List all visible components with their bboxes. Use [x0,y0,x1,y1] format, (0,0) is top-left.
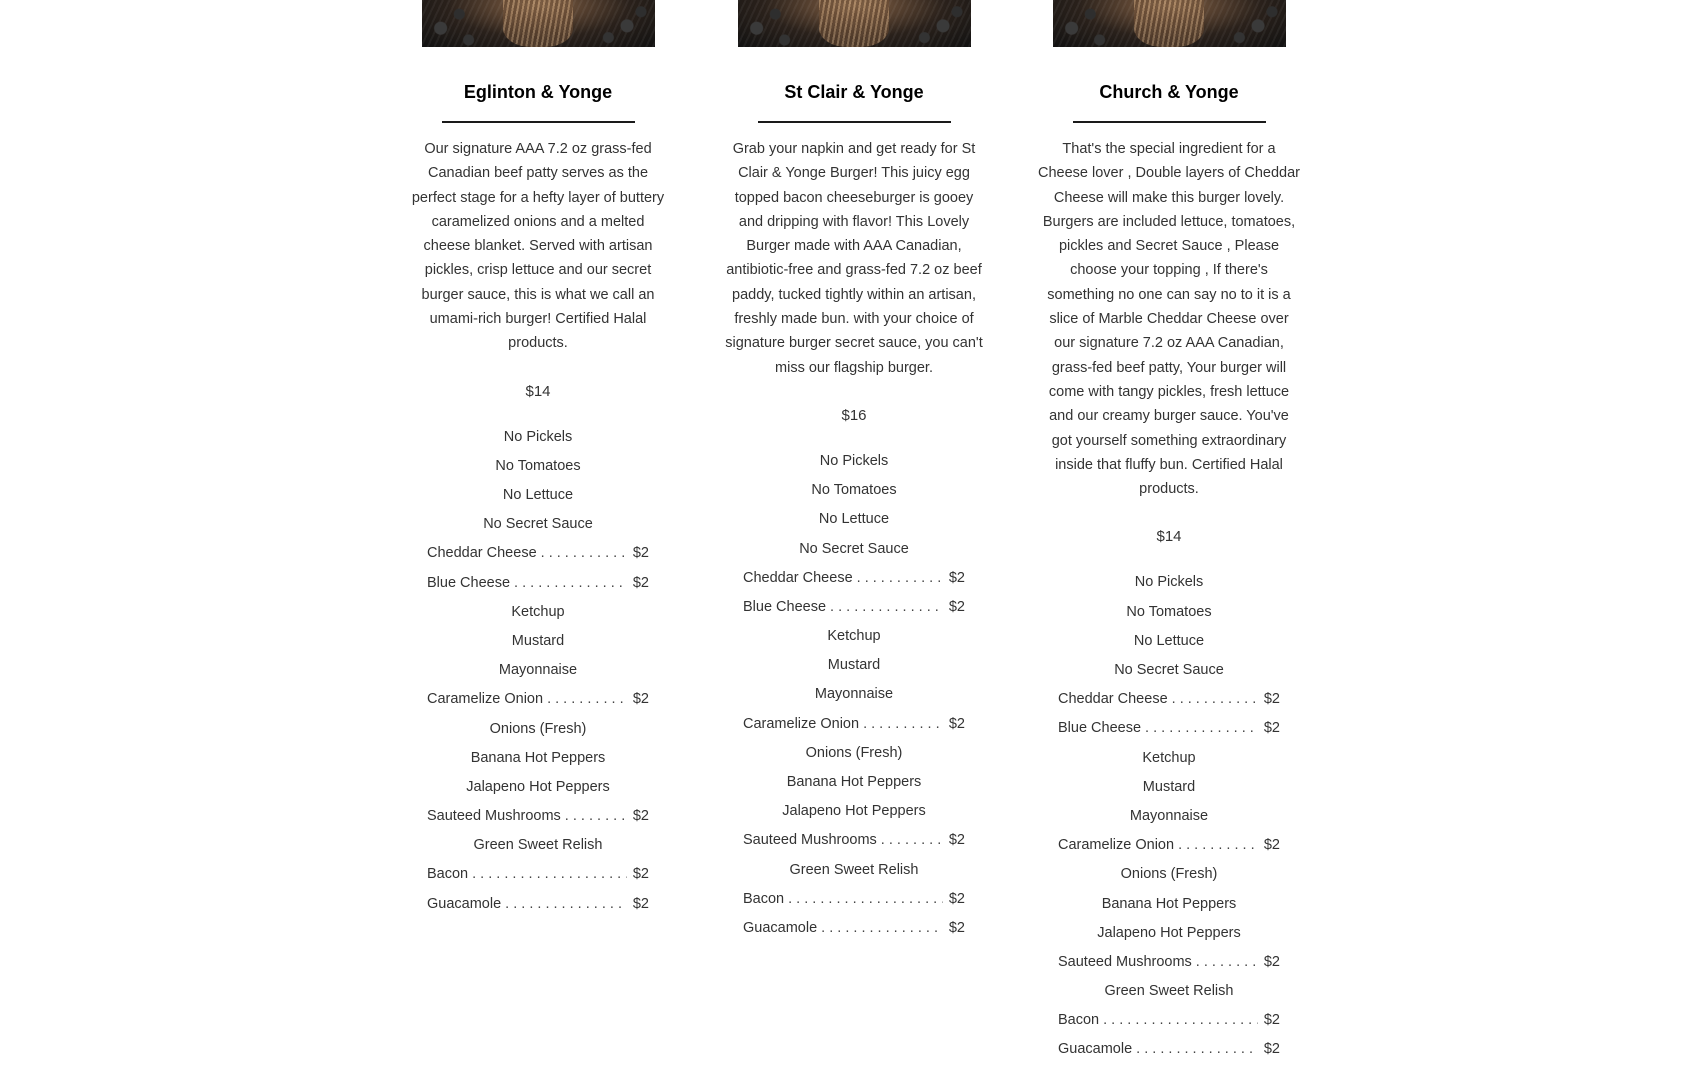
option-item[interactable]: No Tomatoes [1126,603,1212,620]
option-item-priced[interactable] [427,539,649,568]
option-label: Sauteed Mushrooms [743,832,877,849]
option-item-priced[interactable] [743,593,965,622]
options-list [1034,568,1304,1064]
dot-leader [788,885,943,914]
dot-leader [1145,714,1258,743]
option-item-priced[interactable] [427,860,649,889]
option-item[interactable]: Green Sweet Relish [1104,983,1234,1000]
option-label: Guacamole [743,919,818,936]
burger-description: That's the special ingredient for a Cheese lover , Double layers of Cheddar Cheese will make this burger lovely. Burgers are included lettuce, tomatoes, pickles and Secret Sauce , Please choose your topping , If there's something no one can say no to it is a slice of Marble Cheddar Cheese over our signature 7.2 oz AAA Canadian, grass-fed beef patty, Your burger will come with tangy pickles, fresh lettuce and our creamy burger sauce. You've got yourself something extraordinary inside that fluffy bun. Certified Halal products. [1038,141,1300,498]
option-label: Caramelize Onion [427,691,544,708]
option-label: Caramelize Onion [1058,837,1175,854]
option-item[interactable]: No Secret Sauce [1114,662,1224,679]
option-item-priced[interactable] [427,802,649,831]
option-item[interactable]: No Pickels [819,452,889,469]
option-price: $2 [1263,1012,1280,1029]
burger-price: $16 [841,406,867,424]
title-divider [758,121,951,123]
option-item-priced[interactable] [1058,685,1280,714]
option-price: $2 [948,598,965,615]
option-label: Blue Cheese [1058,720,1142,737]
dot-leader [857,564,943,593]
dot-leader [1103,1006,1258,1035]
option-price: $2 [948,569,965,586]
option-item[interactable]: Onions (Fresh) [489,720,587,737]
option-item[interactable]: Mustard [1142,778,1196,795]
option-label: Caramelize Onion [743,715,860,732]
option-item[interactable]: Onions (Fresh) [805,744,903,761]
dot-leader [1136,1035,1258,1064]
option-item-priced[interactable] [427,890,649,919]
option-item[interactable]: No Pickels [1134,574,1204,591]
dot-leader [863,710,943,739]
option-price: $2 [632,895,649,912]
option-price: $2 [1263,953,1280,970]
option-item[interactable]: Mayonnaise [498,662,578,679]
option-label: Blue Cheese [743,598,827,615]
option-item[interactable]: No Secret Sauce [799,540,909,557]
option-label: Bacon [1058,1012,1100,1029]
menu-column-church [1034,0,1304,1065]
option-item[interactable]: Onions (Fresh) [1120,866,1218,883]
option-item[interactable]: No Pickels [503,428,573,445]
options-list [719,447,989,943]
option-price: $2 [948,832,965,849]
option-price: $2 [948,890,965,907]
dot-leader [565,802,627,831]
option-item[interactable]: No Lettuce [818,511,890,528]
option-item[interactable]: No Lettuce [502,487,574,504]
option-price: $2 [632,545,649,562]
option-item[interactable]: Green Sweet Relish [789,861,919,878]
option-item[interactable]: Banana Hot Peppers [786,774,922,791]
option-item-priced[interactable] [743,914,965,943]
title-divider [1073,121,1266,123]
dot-leader [830,593,943,622]
option-item-priced[interactable] [1058,831,1280,860]
option-label: Cheddar Cheese [743,569,853,586]
menu-column-st-clair [719,0,989,943]
location-title: Eglinton & Yonge [463,82,613,102]
dot-leader [1196,948,1258,977]
burger-price: $14 [525,382,551,400]
dot-leader [541,539,627,568]
option-item[interactable]: No Lettuce [1133,632,1205,649]
option-item[interactable]: No Secret Sauce [483,516,593,533]
option-item-priced[interactable] [1058,714,1280,743]
option-price: $2 [632,574,649,591]
option-item[interactable]: Mayonnaise [814,686,894,703]
option-label: Cheddar Cheese [427,545,537,562]
option-label: Sauteed Mushrooms [1058,953,1192,970]
option-label: Bacon [743,890,785,907]
dot-leader [472,860,627,889]
option-item-priced[interactable] [427,685,649,714]
option-price: $2 [632,866,649,883]
option-item[interactable]: Green Sweet Relish [473,837,603,854]
dot-leader [1178,831,1258,860]
burger-description: Grab your napkin and get ready for St Clair & Yonge Burger! This juicy egg topped bacon cheeseburger is gooey and dripping with flavor! This Lovely Burger made with AAA Canadian, antibiotic-free and grass-fed 7.2 oz beef paddy, tucked tightly within an artisan, freshly made bun. with your choice of signature burger secret sauce, you can't miss our flagship burger. [725,141,983,376]
option-item-priced[interactable] [1058,948,1280,977]
option-price: $2 [948,919,965,936]
option-item-priced[interactable] [743,885,965,914]
option-label: Bacon [427,866,469,883]
option-item[interactable]: Mustard [511,632,565,649]
option-price: $2 [632,691,649,708]
menu-column-eglinton [403,0,673,919]
dot-leader [881,826,943,855]
option-price: $2 [1263,1041,1280,1058]
dot-leader [505,890,627,919]
option-item[interactable]: Jalapeno Hot Peppers [1097,924,1241,941]
dot-leader [514,569,627,598]
option-item[interactable]: No Tomatoes [811,482,897,499]
option-item[interactable]: No Tomatoes [495,457,581,474]
burger-description: Our signature AAA 7.2 oz grass-fed Canadian beef patty serves as the perfect stage for a hefty layer of buttery caramelized onions and a melted cheese blanket. Served with artisan pickles, crisp lettuce and our secret burger sauce, this is what we call an umami-rich burger! Certified Halal products. [411,141,665,352]
option-item[interactable]: Mayonnaise [1129,807,1209,824]
location-title: Church & Yonge [1099,82,1239,102]
dot-leader [547,685,627,714]
option-label: Sauteed Mushrooms [427,808,561,825]
option-item-priced[interactable] [743,826,965,855]
options-list [403,423,673,919]
option-item-priced[interactable] [743,564,965,593]
location-title: St Clair & Yonge [784,82,924,102]
dot-leader [1172,685,1258,714]
option-item[interactable]: Banana Hot Peppers [1101,895,1237,912]
option-item[interactable]: Mustard [827,657,881,674]
option-price: $2 [632,808,649,825]
option-item-priced[interactable] [743,710,965,739]
option-item[interactable]: Jalapeno Hot Peppers [466,778,610,795]
burger-photo [422,0,655,47]
option-label: Guacamole [427,895,502,912]
option-item-priced[interactable] [1058,1035,1280,1064]
title-divider [442,121,635,123]
burger-photo [1053,0,1286,47]
option-price: $2 [948,715,965,732]
option-item[interactable]: Ketchup [1142,749,1196,766]
burger-price: $14 [1156,528,1182,546]
option-item[interactable]: Ketchup [511,603,565,620]
dot-leader [821,914,943,943]
option-label: Guacamole [1058,1041,1133,1058]
option-price: $2 [1263,691,1280,708]
option-price: $2 [1263,720,1280,737]
option-label: Blue Cheese [427,574,511,591]
option-item[interactable]: Jalapeno Hot Peppers [782,803,926,820]
option-label: Cheddar Cheese [1058,691,1168,708]
option-item-priced[interactable] [1058,1006,1280,1035]
option-item-priced[interactable] [427,569,649,598]
burger-photo [738,0,971,47]
option-price: $2 [1263,837,1280,854]
option-item[interactable]: Ketchup [827,628,881,645]
option-item[interactable]: Banana Hot Peppers [470,749,606,766]
